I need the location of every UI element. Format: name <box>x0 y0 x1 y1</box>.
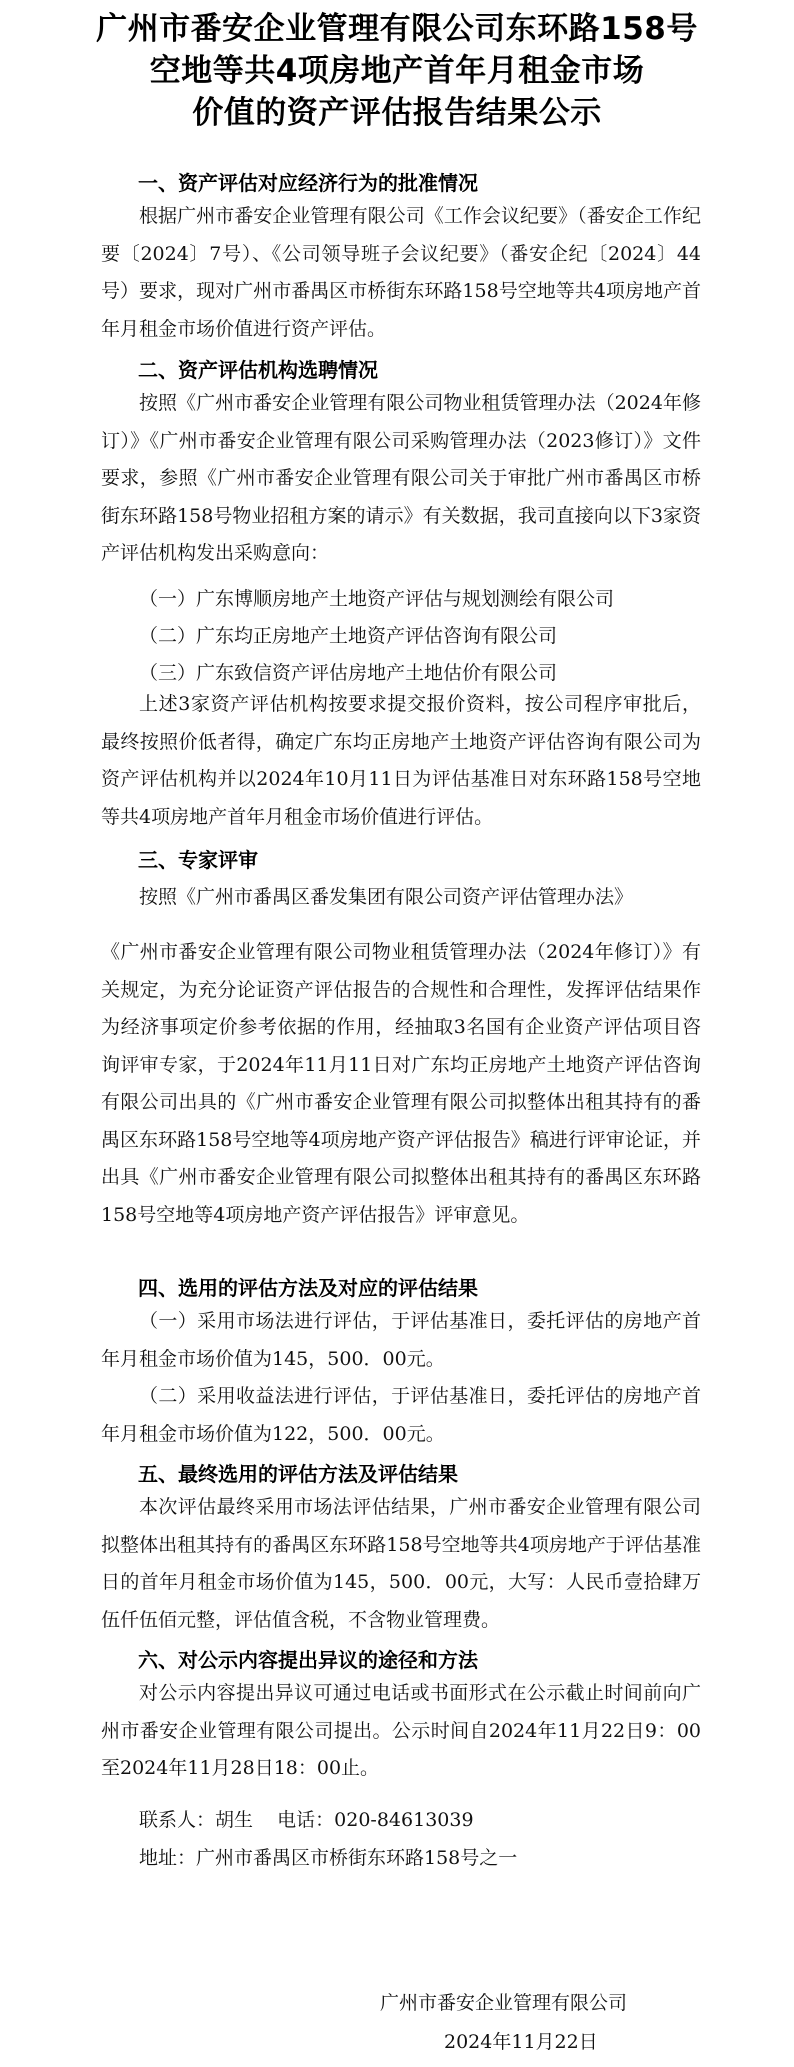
section-6-body: 对公示内容提出异议可通过电话或书面形式在公示截止时间前向广州市番安企业管理有限公司提出。公示时间自2024年11月22日9：00至2024年11月28日18：00止。 <box>101 1682 701 1779</box>
title-line-2: 空地等共4项房地产首年月租金市场 <box>149 53 645 89</box>
section-4-heading: 四、选用的评估方法及对应的评估结果 <box>138 1276 478 1300</box>
signature-date: 2024年11月22日 <box>444 2031 598 2053</box>
contact-line: 联系人：胡生 电话：020-84613039 <box>139 1809 474 1831</box>
section-1-heading: 一、资产评估对应经济行为的批准情况 <box>138 171 478 195</box>
section-5-body: 本次评估最终采用市场法评估结果，广州市番安企业管理有限公司拟整体出租其持有的番禺区东环路158号空地等共4项房地产于评估基准日的首年月租金市场价值为145，500．00元，大写：人民币壹拾肆万伍仟伍佰元整，评估值含税，不含物业管理费。 <box>101 1496 701 1631</box>
section-1-body: 根据广州市番安企业管理有限公司《工作会议纪要》（番安企工作纪要〔2024〕7号）、《公司领导班子会议纪要》（番安企纪〔2024〕44号）要求，现对广州市番禺区市桥街东环路158号空地等共4项房地产首年月租金市场价值进行资产评估。 <box>101 205 701 340</box>
institution-item-2: （二）广东均正房地产土地资产评估咨询有限公司 <box>139 625 558 647</box>
section-3-body: 《广州市番安企业管理有限公司物业租赁管理办法（2024年修订）》有关规定，为充分论证资产评估报告的合规性和合理性，发挥评估结果作为经济事项定价参考依据的作用，经抽取3名国有企业资产评估项目咨询评审专家，于2024年11月11日对广东均正房地产土地资产评估咨询有限公司出具的《广州市番安企业管理有限公司拟整体出租其持有的番禺区东环路158号空地等4项房地产资产评估报告》稿进行评审论证，并出具《广州市番安企业管理有限公司拟整体出租其持有的番禺区东环路158号空地等4项房地产资产评估报告》评审意见。 <box>101 941 701 1226</box>
section-2-body-2: 上述3家资产评估机构按要求提交报价资料，按公司程序审批后，最终按照价低者得，确定广东均正房地产土地资产评估咨询有限公司为资产评估机构并以2024年10月11日为评估基准日对东环路158号空地等共4项房地产首年月租金市场价值进行评估。 <box>101 693 701 828</box>
signature-company: 广州市番安企业管理有限公司 <box>380 1992 628 2014</box>
section-4-item-2: （二）采用收益法进行评估，于评估基准日，委托评估的房地产首年月租金市场价值为122，500．00元。 <box>101 1385 701 1445</box>
institution-item-3: （三）广东致信资产评估房地产土地估价有限公司 <box>139 662 558 684</box>
institution-item-1: （一）广东博顺房地产土地资产评估与规划测绘有限公司 <box>139 588 615 610</box>
title-line-3: 价值的资产评估报告结果公示 <box>192 95 602 131</box>
section-3-line: 按照《广州市番禺区番发集团有限公司资产评估管理办法》 <box>139 886 634 908</box>
contact-address: 地址：广州市番禺区市桥街东环路158号之一 <box>139 1847 518 1869</box>
section-3-heading: 三、专家评审 <box>138 848 258 872</box>
section-6-heading: 六、对公示内容提出异议的途径和方法 <box>138 1648 478 1672</box>
section-4-item-1: （一）采用市场法进行评估，于评估基准日，委托评估的房地产首年月租金市场价值为145，500．00元。 <box>101 1310 701 1370</box>
title-line-1: 广州市番安企业管理有限公司东环路158号 <box>96 11 698 47</box>
section-2-heading: 二、资产评估机构选聘情况 <box>138 358 378 382</box>
section-5-heading: 五、最终选用的评估方法及评估结果 <box>138 1462 458 1486</box>
section-2-body: 按照《广州市番安企业管理有限公司物业租赁管理办法（2024年修订）》《广州市番安企业管理有限公司采购管理办法（2023修订）》文件要求，参照《广州市番安企业管理有限公司关于审批广州市番禺区市桥街东环路158号物业招租方案的请示》有关数据，我司直接向以下3家资产评估机构发出采购意向： <box>101 392 701 564</box>
